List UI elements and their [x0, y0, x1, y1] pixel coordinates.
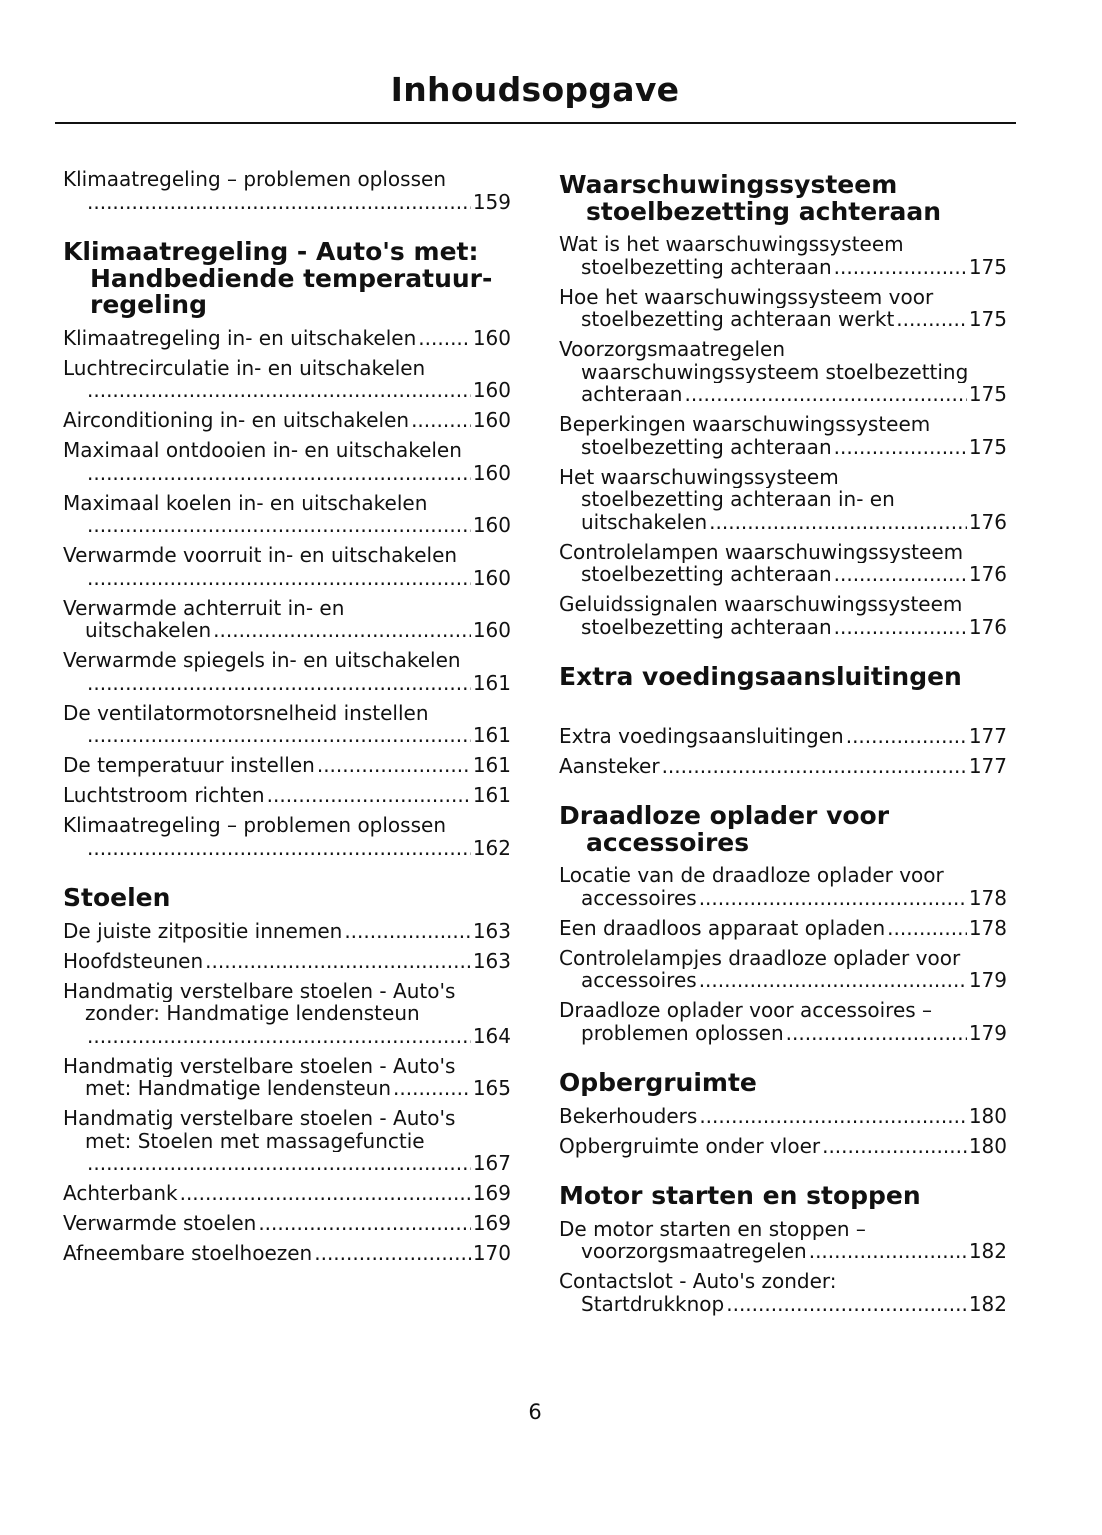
page-ref: 167: [472, 1151, 511, 1175]
page-ref: 176: [968, 614, 1007, 639]
toc-entry[interactable]: Luchtstroom richten ..... 161: [63, 784, 511, 807]
toc-left-column: [63, 168, 511, 1272]
page-ref: 160: [472, 378, 511, 402]
page-ref: 178: [968, 885, 1007, 910]
page-title: Inhoudsopgave: [390, 70, 680, 109]
section-heading: Motor starten en stoppen: [559, 1181, 921, 1210]
toc-entry[interactable]: De juiste zitpositie innemen ..... 163: [63, 920, 511, 943]
page-ref: 160: [472, 618, 511, 642]
toc-entry[interactable]: De motor starten en stoppen – voorzorgsmaatregelen ..... 182: [559, 1218, 1007, 1263]
toc-entry[interactable]: Beperkingen waarschuwingssysteem stoelbezetting achteraan ..... 175: [559, 413, 1007, 458]
page-ref: 180: [968, 1133, 1007, 1158]
page-ref: 176: [968, 562, 1007, 586]
section-heading: Draadloze oplader voor accessoires: [559, 801, 890, 857]
page-ref: 180: [968, 1103, 1007, 1128]
toc-entry[interactable]: Klimaatregeling – problemen oplossen ..... 162: [63, 814, 511, 859]
toc-entry[interactable]: Hoe het waarschuwingssysteem voor stoelbezetting achteraan werkt ..... 175: [559, 286, 1007, 331]
toc-entry[interactable]: Verwarmde stoelen ..... 169: [63, 1212, 511, 1235]
toc-entry[interactable]: Verwarmde achterruit in- en uitschakelen ..... 160: [63, 597, 511, 642]
toc-entry[interactable]: Afneembare stoelhoezen ..... 170: [63, 1242, 511, 1265]
toc-entry[interactable]: Handmatig verstelbare stoelen - Auto's zonder: Handmatige lendensteun ..... 164: [63, 980, 511, 1048]
toc-entry[interactable]: Luchtrecirculatie in- en uitschakelen ..... 160: [63, 357, 511, 402]
toc-entry[interactable]: Draadloze oplader voor accessoires – problemen oplossen ..... 179: [559, 999, 1007, 1044]
page-ref: 170: [472, 1241, 511, 1265]
page-ref: 160: [472, 513, 511, 537]
toc-right-column: [559, 168, 1007, 1323]
toc-entry[interactable]: Achterbank ..... 169: [63, 1182, 511, 1205]
page-ref: 164: [472, 1023, 511, 1048]
toc-entry[interactable]: De temperatuur instellen ..... 161: [63, 754, 511, 777]
page-ref: 175: [968, 434, 1007, 459]
toc-entry[interactable]: Contactslot - Auto's zonder: Startdrukknop ..... 182: [559, 1270, 1007, 1315]
page-ref: 159: [472, 189, 511, 214]
page-ref: 175: [968, 382, 1007, 406]
page-ref: 175: [968, 254, 1007, 279]
toc-entry[interactable]: Handmatig verstelbare stoelen - Auto's met: Stoelen met massagefunctie ..... 167: [63, 1107, 511, 1175]
section-heading: Stoelen: [63, 883, 171, 912]
page-ref: 160: [472, 565, 511, 590]
page-ref: 162: [472, 835, 511, 860]
page-ref: 176: [968, 509, 1007, 534]
section-heading: Klimaatregeling - Auto's met: Handbediende temperatuur- regeling: [63, 237, 493, 319]
toc-entry[interactable]: De ventilatormotorsnelheid instellen ..... 161: [63, 702, 511, 747]
toc-entry[interactable]: Voorzorgsmaatregelen waarschuwingssysteem stoelbezetting achteraan ..... 175: [559, 338, 1007, 406]
page-number: 6: [528, 1400, 542, 1424]
page-ref: 160: [472, 408, 511, 432]
page-ref: 178: [968, 915, 1007, 940]
toc-entry[interactable]: Aansteker ..... 177: [559, 755, 1007, 778]
toc-entry[interactable]: Maximaal koelen in- en uitschakelen ..... 160: [63, 492, 511, 537]
page-ref: 175: [968, 307, 1007, 331]
section-heading: Opbergruimte: [559, 1068, 757, 1097]
page-ref: 182: [968, 1291, 1007, 1316]
page-ref: 179: [968, 968, 1007, 992]
toc-entry[interactable]: Het waarschuwingssysteem stoelbezetting achteraan in- en uitschakelen ..... 176: [559, 466, 1007, 534]
toc-entry[interactable]: Controlelampjes draadloze oplader voor accessoires ..... 179: [559, 947, 1007, 992]
page-ref: 161: [472, 723, 511, 747]
toc-entry[interactable]: Verwarmde spiegels in- en uitschakelen ..... 161: [63, 649, 511, 694]
toc-entry[interactable]: Handmatig verstelbare stoelen - Auto's met: Handmatige lendensteun ..... 165: [63, 1055, 511, 1100]
section-heading: Waarschuwingssysteem stoelbezetting achteraan: [559, 170, 942, 226]
toc-entry[interactable]: Wat is het waarschuwingssysteem stoelbezetting achteraan ..... 175: [559, 233, 1007, 278]
page-ref: 161: [472, 783, 511, 807]
toc-entry[interactable]: Verwarmde voorruit in- en uitschakelen ..... 160: [63, 544, 511, 589]
page-ref: 163: [472, 948, 511, 973]
page-ref: 177: [968, 753, 1007, 778]
toc-entry[interactable]: Airconditioning in- en uitschakelen ..... 160: [63, 409, 511, 432]
toc-entry[interactable]: Een draadloos apparaat opladen ..... 178: [559, 917, 1007, 940]
page-ref: 163: [472, 918, 511, 943]
section-heading: Extra voedingsaansluitingen: [559, 662, 962, 691]
toc-entry[interactable]: Controlelampen waarschuwingssysteem stoelbezetting achteraan ..... 176: [559, 541, 1007, 586]
page-ref: 177: [968, 723, 1007, 748]
page-ref: 169: [472, 1211, 511, 1235]
toc-entry[interactable]: Geluidssignalen waarschuwingssysteem stoelbezetting achteraan ..... 176: [559, 593, 1007, 638]
page-ref: 160: [472, 325, 511, 350]
page-ref: 165: [472, 1076, 511, 1100]
page-ref: 179: [968, 1020, 1007, 1045]
toc-entry[interactable]: Locatie van de draadloze oplader voor accessoires ..... 178: [559, 864, 1007, 909]
page-ref: 182: [968, 1239, 1007, 1263]
toc-entry[interactable]: Opbergruimte onder vloer ..... 180: [559, 1135, 1007, 1158]
page-ref: 160: [472, 460, 511, 485]
page-ref: 169: [472, 1181, 511, 1205]
title-divider: [55, 122, 1016, 124]
toc-entry[interactable]: Extra voedingsaansluitingen ..... 177: [559, 725, 1007, 748]
toc-entry[interactable]: Bekerhouders ..... 180: [559, 1105, 1007, 1128]
page-ref: 161: [472, 670, 511, 695]
page-ref: 161: [472, 753, 511, 777]
toc-entry[interactable]: Maximaal ontdooien in- en uitschakelen ..... 160: [63, 439, 511, 484]
toc-entry[interactable]: Klimaatregeling – problemen oplossen ..... 159: [63, 168, 511, 213]
toc-entry[interactable]: Klimaatregeling in- en uitschakelen ..... 160: [63, 327, 511, 350]
toc-entry[interactable]: Hoofdsteunen ..... 163: [63, 950, 511, 973]
